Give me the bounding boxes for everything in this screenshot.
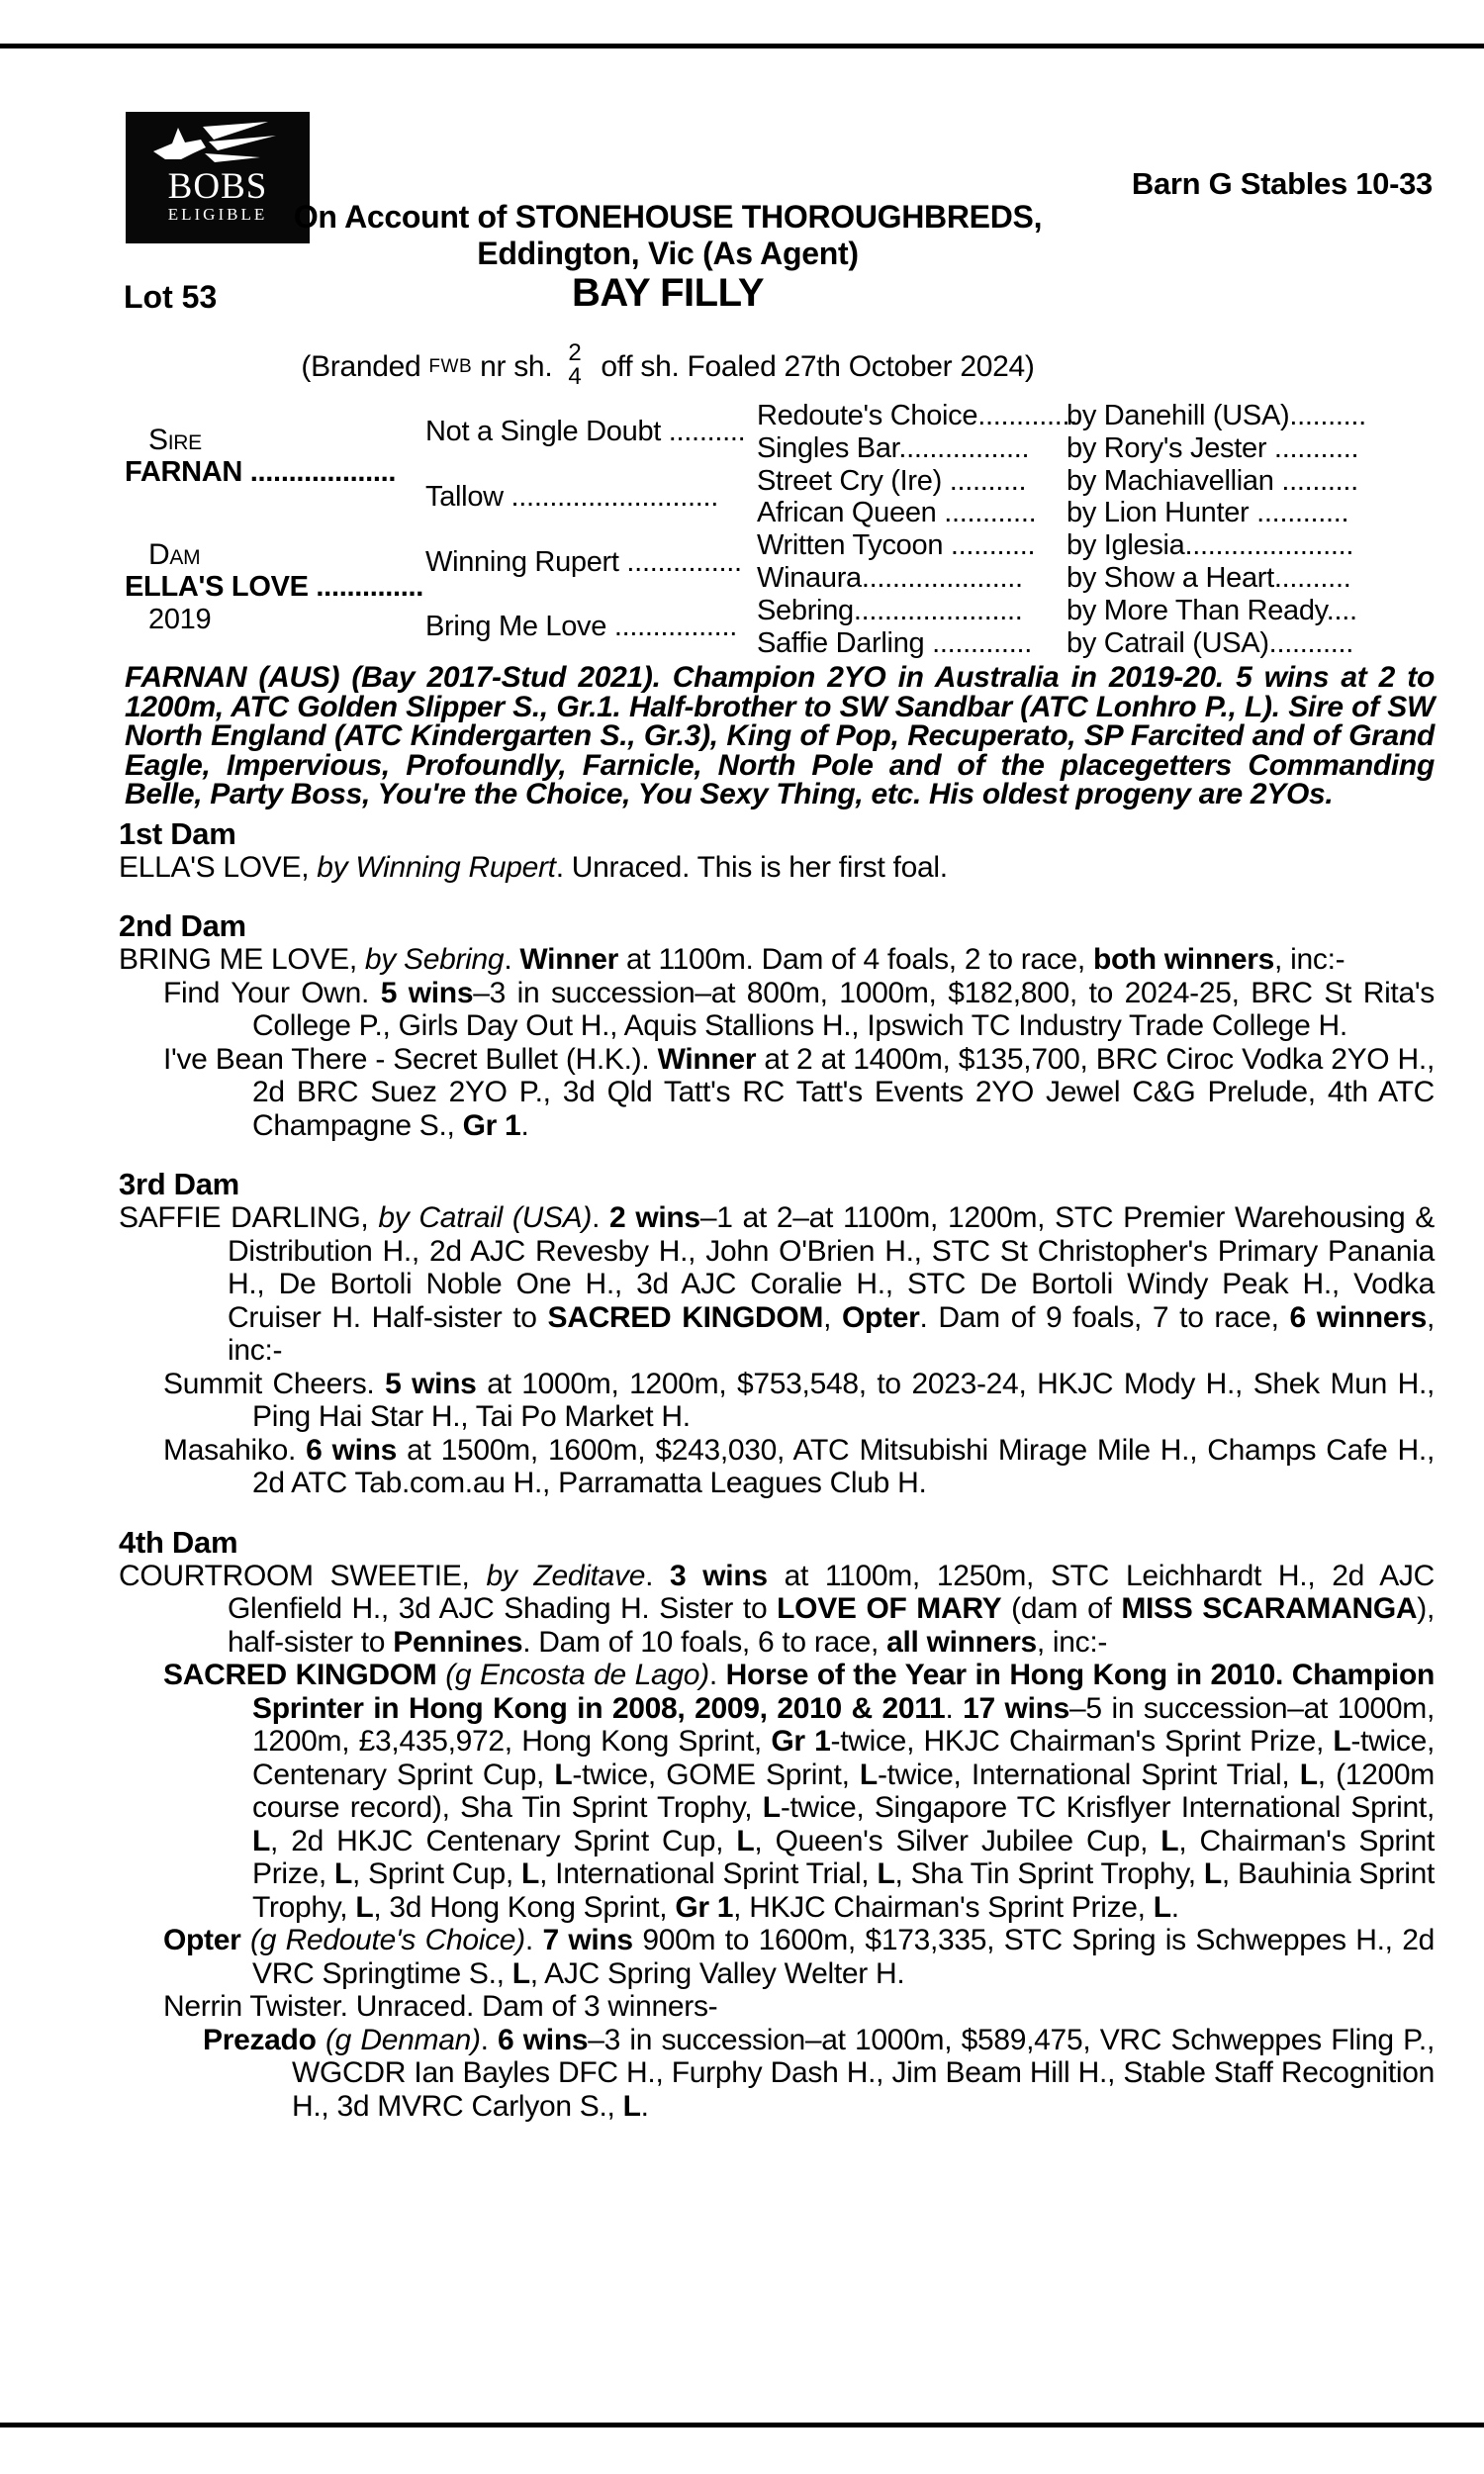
section-1st-dam: [119, 817, 1435, 885]
gen3-name: Written Tycoon ...........: [757, 529, 1036, 561]
sire-blurb: FARNAN (AUS) (Bay 2017-Stud 2021). Champion 2YO in Australia in 2019-20. 5 wins at 2 to 1200m, ATC Golden Slipper S., Gr.1. Half-brother to SW Sandbar (ATC Lonhro P., L). Sire of SW North England (ATC Kindergarten S., Gr.3), King of Pop, Recuperato, SP Farcited and of Grand Eagle, Impervious, Profoundly, Farnicle, North Pole and of the placegetters Commanding Belle, Party Boss, You're the Choice, You Sexy Thing, etc. His oldest progeny are 2YOs.: [125, 661, 1435, 810]
progeny-paragraph: Opter (g Redoute's Choice). 7 wins 900m to 1600m, $173,335, STC Spring is Schweppes H., 2d VRC Springtime S., L, AJC Spring Valley Welter H.: [163, 1924, 1435, 1990]
dam-paragraph: SAFFIE DARLING, by Catrail (USA). 2 wins–1 at 2–at 1100m, 1200m, STC Premier Warehousing & Distribution H., 2d AJC Revesby H., John O'Brien H., STC St Christopher's Primary Panania H., De Bortoli Noble One H., 3d AJC Coralie H., STC De Bortoli Windy Peak H., Vodka Cruiser H. Half-sister to SACRED KINGDOM, Opter. Dam of 9 foals, 7 to race, 6 winners, inc:-: [119, 1201, 1436, 1367]
gen3-name: Singles Bar.................: [757, 432, 1030, 464]
bottom-rule: [0, 2423, 1484, 2427]
gen3-name: Winaura.....................: [757, 562, 1023, 594]
gen3-name: Redoute's Choice.............: [757, 400, 1078, 431]
progeny-paragraph: Find Your Own. 5 wins–3 in succession–at 800m, 1000m, $182,800, to 2024-25, BRC St Rita's College P., Girls Day Out H., Aquis Stallions H., Ipswich TC Industry Trade College H.: [163, 976, 1435, 1042]
vendor-line-2: Eddington, Vic (As Agent): [477, 236, 859, 271]
horse-head-icon: [143, 119, 292, 168]
dam-paragraph: BRING ME LOVE, by Sebring. Winner at 1100m. Dam of 4 foals, 2 to race, both winners, inc:-: [119, 943, 1345, 976]
section-heading-4th-dam: 4th Dam: [119, 1524, 238, 1560]
section-heading-3rd-dam: 3rd Dam: [119, 1167, 239, 1201]
brand-number-fraction: [568, 341, 581, 389]
brand-number-top: 2: [568, 339, 582, 366]
section-3rd-dam: [119, 1168, 1435, 1500]
section-2nd-dam: [119, 909, 1435, 1142]
section-heading-1st-dam: 1st Dam: [119, 815, 236, 851]
branded-nr: nr sh.: [480, 349, 553, 383]
pedigree-table: [109, 394, 1444, 679]
dam-paragraph: COURTROOM SWEETIE, by Zeditave. 3 wins at 1100m, 1250m, STC Leichhardt H., 2d AJC Glenfield H., 3d AJC Shading H. Sister to LOVE OF MARY (dam of MISS SCARAMANGA), half-sister to Pennines. Dam of 10 foals, 6 to race, all winners, inc:-: [119, 1559, 1435, 1659]
page-title: BAY FILLY: [571, 271, 765, 315]
gen3-name: African Queen ............: [757, 497, 1037, 528]
progeny-paragraph: Masahiko. 6 wins at 1500m, 1600m, $243,030, ATC Mitsubishi Mirage Mile H., Champs Cafe H., 2d ATC Tab.com.au H., Parramatta Leagues Club H.: [163, 1433, 1435, 1499]
progeny-paragraph: Nerrin Twister. Unraced. Dam of 3 winners-: [163, 1990, 718, 2023]
gen3-by: by Rory's Jester ...........: [1067, 432, 1359, 464]
section-heading-2nd-dam: 2nd Dam: [119, 908, 246, 943]
sire-name: FARNAN ...................: [125, 456, 397, 488]
gen3-by: by Lion Hunter ............: [1067, 497, 1349, 528]
barn-line: Barn G Stables 10-33: [1131, 166, 1433, 201]
dam-paragraph: ELLA'S LOVE, by Winning Rupert. Unraced. This is her first foal.: [119, 850, 948, 884]
gen3-name: Street Cry (Ire) ..........: [757, 465, 1027, 497]
logo-text-bobs: BOBS: [167, 166, 268, 207]
dam-year: 2019: [148, 604, 212, 635]
logo-text-eligible: ELIGIBLE: [167, 205, 268, 224]
progeny-paragraph: I've Bean There - Secret Bullet (H.K.). Winner at 2 at 1400m, $135,700, BRC Ciroc Vodka 2YO H., 2d BRC Suez 2YO P., 3d Qld Tatt's RC Tatt's Events 2YO Jewel C&G Prelude, 4th ATC Champagne S., Gr 1.: [163, 1042, 1435, 1142]
lot-number: Lot 53: [124, 279, 218, 315]
gen3-by: by Show a Heart..........: [1067, 562, 1351, 594]
gen2-sire-of-dam: Winning Rupert ...............: [425, 546, 742, 578]
branded-rest: off sh. Foaled 27th October 2024): [601, 349, 1035, 383]
branded-line: [109, 339, 1227, 392]
brand-number-bottom: 4: [568, 363, 582, 390]
progeny-paragraph: Summit Cheers. 5 wins at 1000m, 1200m, $753,548, to 2023-24, HKJC Mody H., Shek Mun H., Ping Hai Star H., Tai Po Market H.: [163, 1367, 1436, 1433]
gen3-by: by Machiavellian ..........: [1067, 465, 1358, 497]
vendor-block: [109, 199, 1227, 272]
sire-label: Sire: [148, 424, 202, 456]
gen3-by: by More Than Ready....: [1067, 595, 1357, 626]
brand-mark: FWB: [428, 355, 473, 377]
gen3-name: Sebring......................: [757, 595, 1023, 626]
section-4th-dam: [119, 1526, 1435, 2124]
gen3-by: by Catrail (USA)...........: [1067, 627, 1354, 659]
vendor-line-1: On Account of STONEHOUSE THOROUGHBREDS,: [293, 199, 1043, 235]
top-rule: [0, 44, 1484, 48]
dam-label: Dam: [148, 538, 201, 571]
gen2-dam-of-sire: Tallow ...........................: [425, 481, 718, 513]
progeny-paragraph: SACRED KINGDOM (g Encosta de Lago). Horse of the Year in Hong Kong in 2010. Champion Sprinter in Hong Kong in 2008, 2009, 2010 & 2011. 17 wins–5 in succession–at 1000m, 1200m, £3,435,972, Hong Kong Sprint, Gr 1-twice, HKJC Chairman's Sprint Prize, L-twice, Centenary Sprint Cup, L-twice, GOME Sprint, L-twice, International Sprint Trial, L, (1200m course record), Sha Tin Sprint Trophy, L-twice, Singapore TC Krisflyer International Sprint, L, 2d HKJC Centenary Sprint Cup, L, Queen's Silver Jubilee Cup, L, Chairman's Sprint Prize, L, Sprint Cup, L, International Sprint Trial, L, Sha Tin Sprint Trophy, L, Bauhinia Sprint Trophy, L, 3d Hong Kong Sprint, Gr 1, HKJC Chairman's Sprint Prize, L.: [163, 1659, 1436, 1924]
catalog-body: [119, 663, 1435, 2123]
gen3-by: by Danehill (USA)..........: [1067, 400, 1366, 431]
branded-open: (Branded: [301, 349, 421, 383]
gen3-name: Saffie Darling .............: [757, 627, 1032, 659]
sub-progeny-paragraph: Prezado (g Denman). 6 wins–3 in succession–at 1000m, $589,475, VRC Schweppes Fling P., WGCDR Ian Bayles DFC H., Furphy Dash H., Jim Beam Hill H., Stable Staff Recognition H., 3d MVRC Carlyon S., L.: [203, 2023, 1435, 2123]
gen2-dam-of-dam: Bring Me Love ................: [425, 611, 737, 642]
gen3-by: by Iglesia......................: [1067, 529, 1354, 561]
dam-name: ELLA'S LOVE ..............: [125, 571, 424, 603]
gen2-sire-of-sire: Not a Single Doubt ..........: [425, 416, 746, 447]
